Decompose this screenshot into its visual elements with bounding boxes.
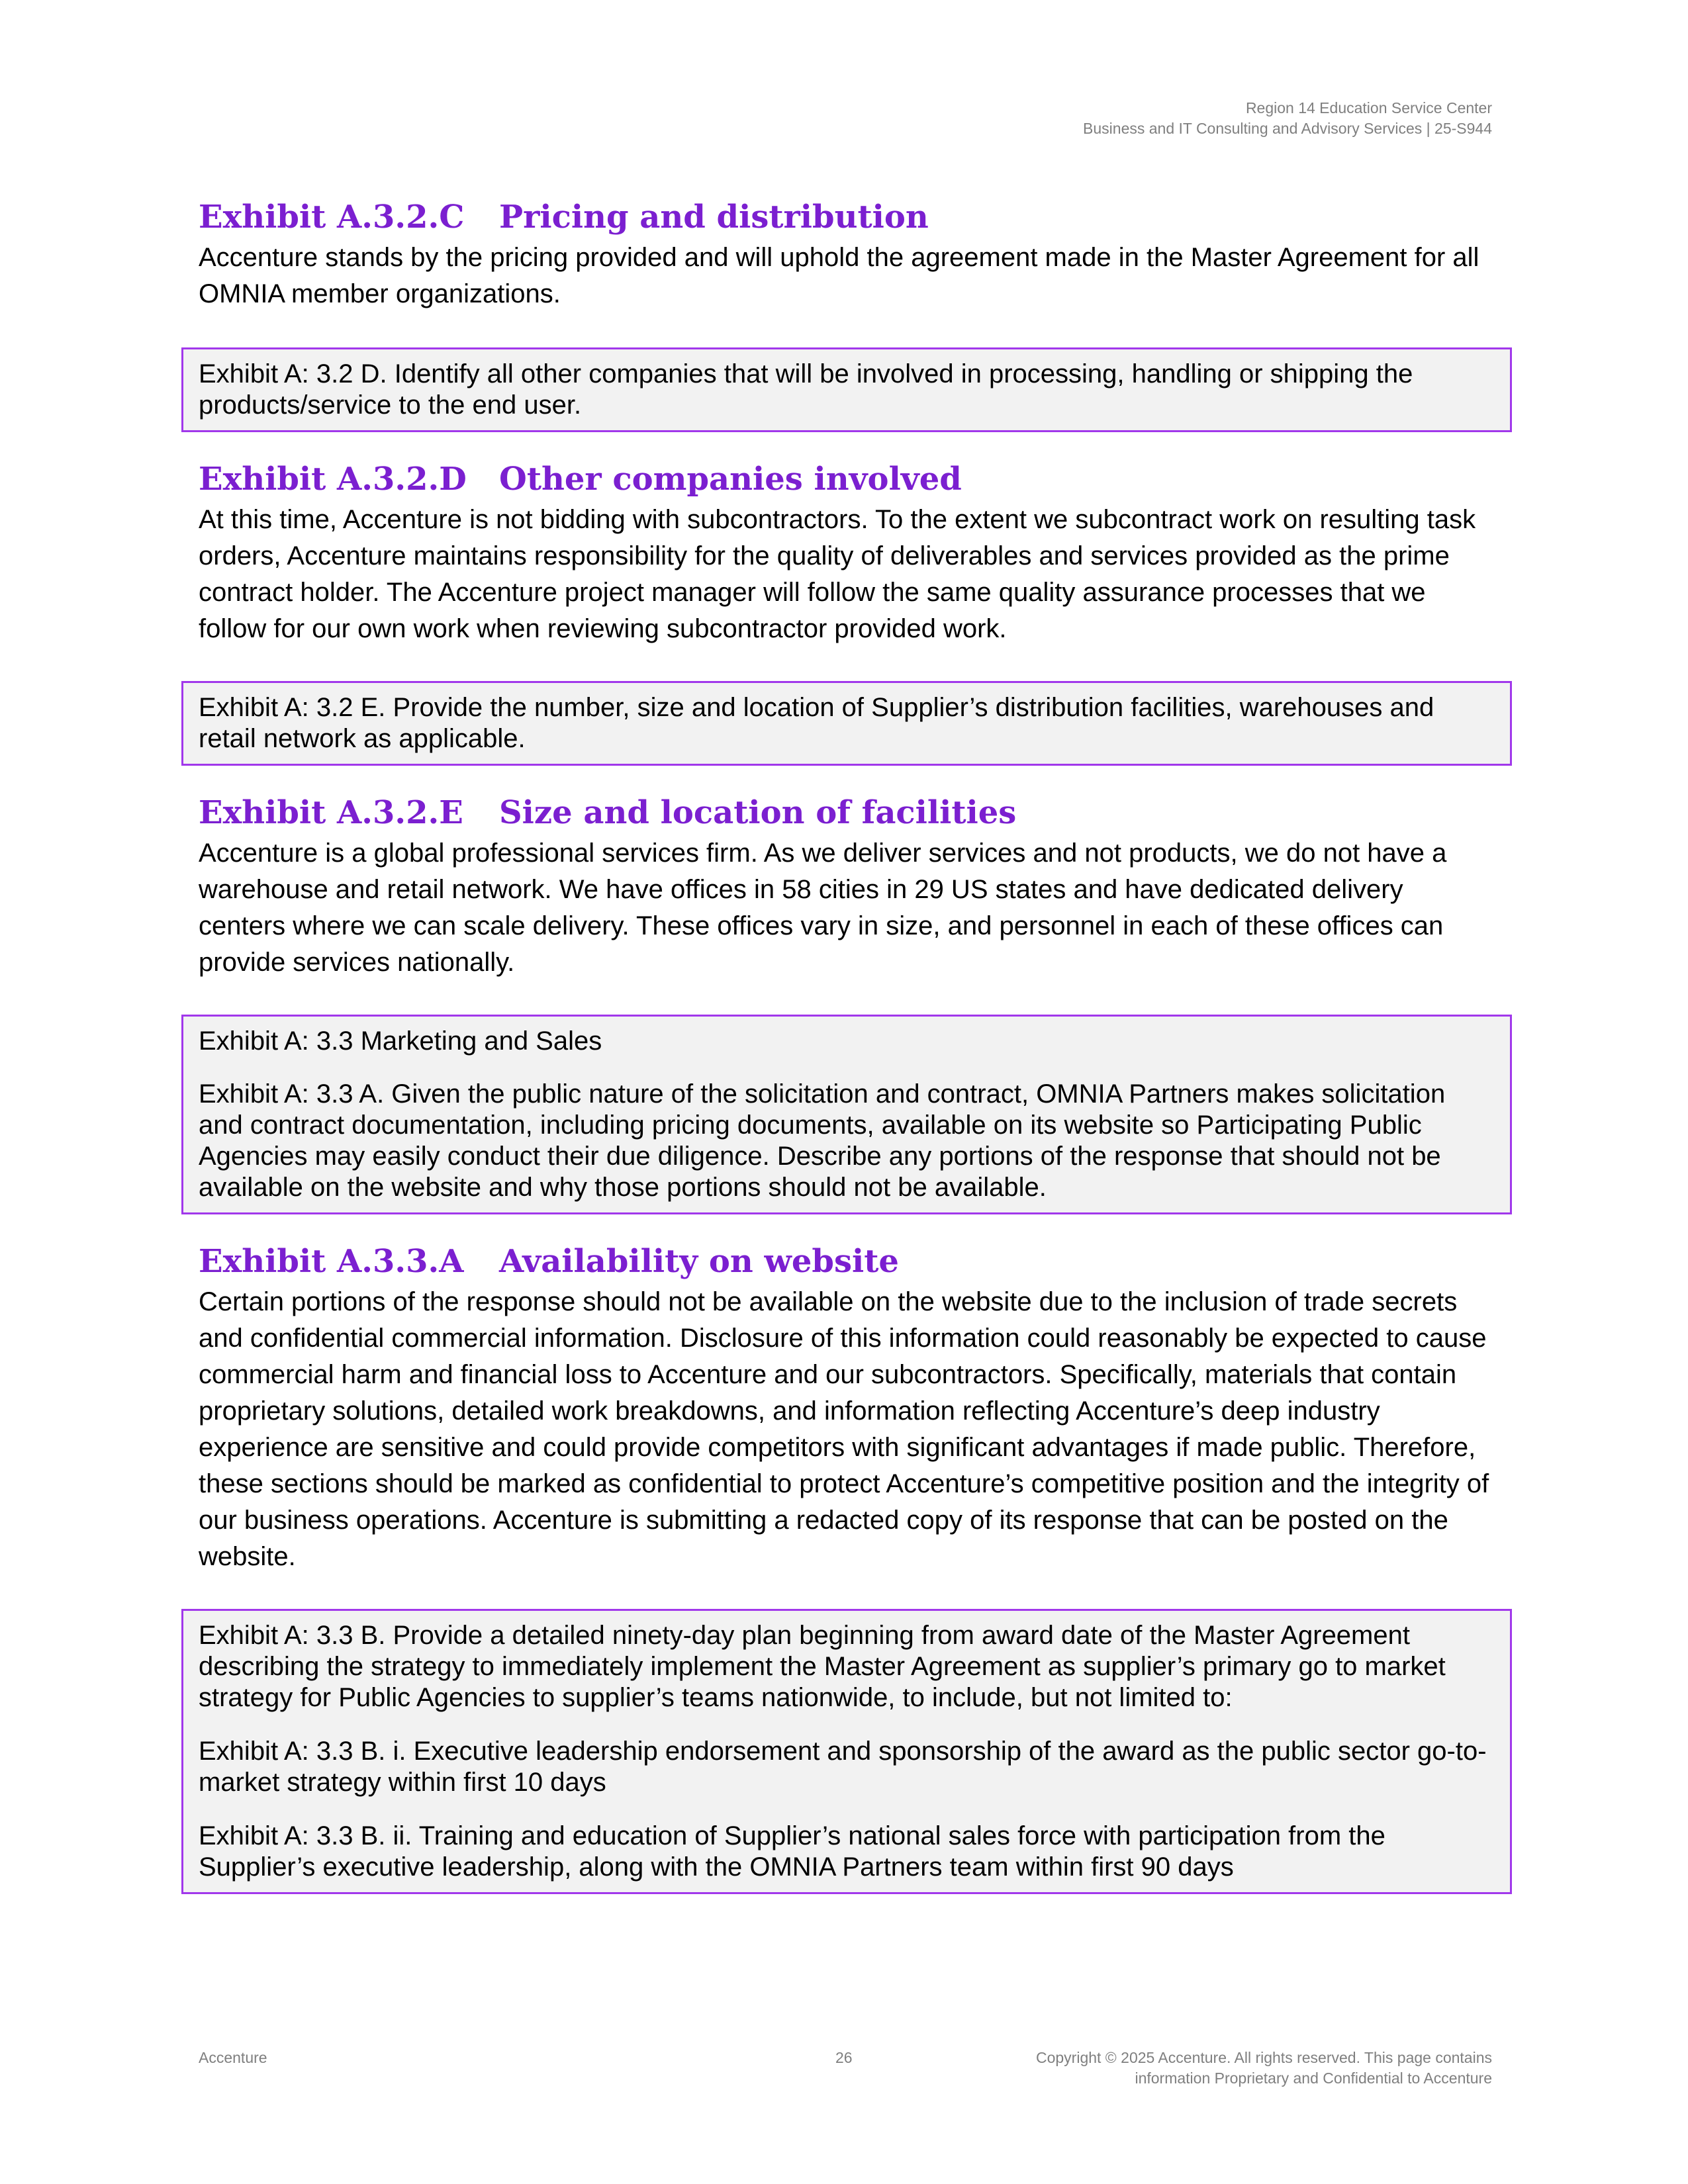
section-number: Exhibit A.3.3.A [199, 1243, 464, 1280]
section-body-availability: Certain portions of the response should not be available on the website due to the inclusion of trade secrets and confidential commercial information. Disclosure of this information could reasonably be expected to cause commercial harm and financial loss to Accenture and our subcontractors. Specifically, materials that contain proprietary solutions, detailed work breakdowns, and information reflecting Accenture’s deep industry experience are sensitive and could provide competitors with significant advantages if made public. Therefore, these sections should be marked as confidential to protect Accenture’s competitive position and the integrity of our business operations. Accenture is submitting a redacted copy of its response that can be posted on the website. [199, 1287, 1489, 1571]
requirement-title: Exhibit A: 3.3 Marketing and Sales [199, 1026, 602, 1056]
requirement-box-d [181, 347, 1512, 432]
section-body-facilities: Accenture is a global professional services firm. As we deliver services and not products, we do not have a warehouse and retail network. We have offices in 58 cities in 29 US states and have dedicated delivery centers where we can scale delivery. These offices vary in size, and personnel in each of these offices can provide services nationally. [199, 839, 1447, 977]
section-heading-availability [199, 1240, 1495, 1283]
section-title: Size and location of facilities [499, 794, 1017, 831]
section-heading-other-companies [199, 458, 1495, 500]
section-body-other-companies: At this time, Accenture is not bidding with subcontractors. To the extent we subcontract work on resulting task orders, Accenture maintains responsibility for the quality of deliverables and services provided as the prime contract holder. The Accenture project manager will follow the same quality assurance processes that we follow for our own work when reviewing subcontractor provided work. [199, 505, 1476, 643]
header-project: Business and IT Consulting and Advisory Services | 25-S944 [1083, 120, 1492, 137]
requirement-box-3-3-a [181, 1015, 1512, 1214]
header-org: Region 14 Education Service Center [1245, 99, 1492, 116]
section-title: Pricing and distribution [499, 199, 929, 236]
section-heading-pricing [199, 196, 1495, 238]
requirement-box-3-3-b [181, 1609, 1512, 1894]
requirement-item-i: Exhibit A: 3.3 B. i. Executive leadership endorsement and sponsorship of the award as the public sector go-to-market strategy within first 10 days [199, 1737, 1487, 1797]
copyright-line-1: Copyright © 2025 Accenture. All rights reserved. This page contains [1035, 2049, 1492, 2066]
section-number: Exhibit A.3.2.C [199, 199, 465, 236]
section-body-pricing: Accenture stands by the pricing provided and will uphold the agreement made in the Master Agreement for all OMNIA member organizations. [199, 243, 1479, 308]
footer-copyright [1036, 2048, 1492, 2089]
footer-company: Accenture [199, 2049, 267, 2066]
requirement-text: Exhibit A: 3.3 B. Provide a detailed ninety-day plan beginning from award date of the Master Agreement describing the strategy to immediately implement the Master Agreement as supplier’s primary go to market strategy for Public Agencies to supplier’s teams nationwide, to include, but not limited to: [199, 1621, 1446, 1712]
page-number: 26 [835, 2049, 853, 2066]
section-title: Other companies involved [499, 461, 962, 498]
requirement-text: Exhibit A: 3.2 D. Identify all other companies that will be involved in processing, handling or shipping the products/service to the end user. [199, 359, 1413, 420]
document-body [199, 196, 1495, 1894]
requirement-item-ii: Exhibit A: 3.3 B. ii. Training and education of Supplier’s national sales force with participation from the Supplier’s executive leadership, along with the OMNIA Partners team within first 90 days [199, 1821, 1385, 1882]
section-number: Exhibit A.3.2.E [199, 794, 463, 831]
section-title: Availability on website [499, 1243, 899, 1280]
requirement-text: Exhibit A: 3.2 E. Provide the number, size and location of Supplier’s distribution facilities, warehouses and retail network as applicable. [199, 693, 1434, 753]
page-header [1083, 98, 1492, 139]
copyright-line-2: information Proprietary and Confidential to Accenture [1135, 2070, 1492, 2087]
section-number: Exhibit A.3.2.D [199, 461, 467, 498]
requirement-text: Exhibit A: 3.3 A. Given the public nature of the solicitation and contract, OMNIA Partners makes solicitation and contract documentation, including pricing documents, available on its website so Participating Public Agencies may easily conduct their due diligence. Describe any portions of the response that should not be available on the website and why those portions should not be available. [199, 1079, 1446, 1202]
section-heading-facilities [199, 792, 1495, 834]
requirement-box-e [181, 681, 1512, 766]
